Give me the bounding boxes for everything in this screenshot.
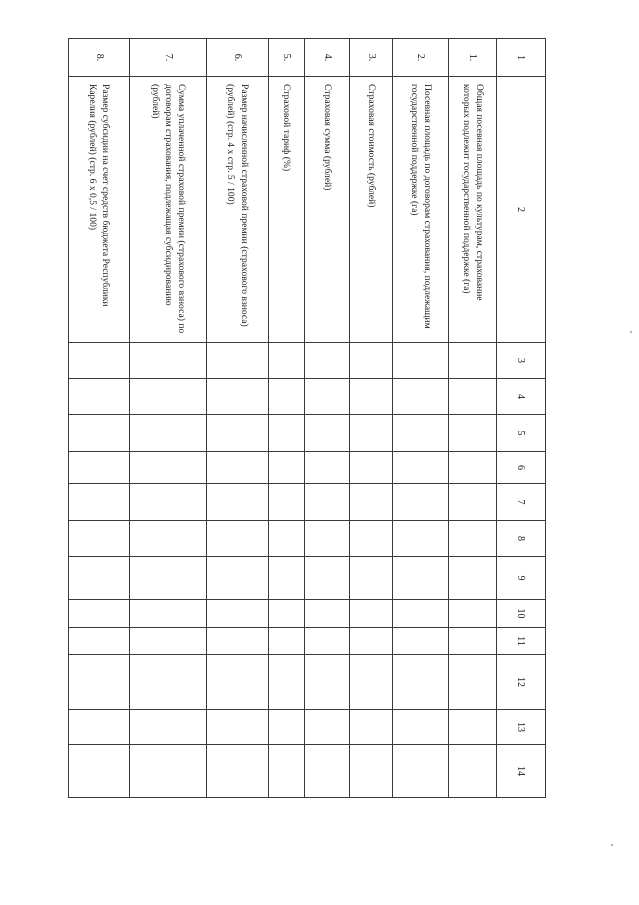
table-row [69,39,130,798]
header-cell-8: 8 [496,521,545,557]
data-cell [449,415,497,452]
data-cell [207,557,268,600]
header-cell-6: 6 [496,452,545,484]
scan-speck [611,844,613,846]
data-cell [349,710,392,745]
data-cell [305,415,350,452]
data-cell [393,710,449,745]
data-cell [305,628,350,655]
data-cell [69,484,130,521]
table-row [305,39,350,798]
data-cell [207,415,268,452]
data-cell [305,379,350,415]
data-cell [69,343,130,379]
row-label: Страховая сумма (рублей) [305,77,350,343]
data-cell [69,710,130,745]
data-cell [449,379,497,415]
data-cell [449,600,497,628]
data-cell [69,521,130,557]
data-cell [268,557,305,600]
table-row [393,39,449,798]
data-cell [305,557,350,600]
data-cell [130,745,207,798]
row-number: 7. [130,39,207,77]
data-cell [69,415,130,452]
data-cell [449,557,497,600]
data-cell [268,600,305,628]
data-cell [268,452,305,484]
data-cell [393,484,449,521]
data-cell [393,415,449,452]
row-number: 2. [393,39,449,77]
data-cell [349,379,392,415]
data-cell [349,745,392,798]
data-cell [268,655,305,710]
data-cell [69,745,130,798]
data-cell [305,484,350,521]
data-cell [349,628,392,655]
data-cell [130,710,207,745]
data-cell [305,745,350,798]
header-cell-7: 7 [496,484,545,521]
data-cell [268,415,305,452]
row-number: 1. [449,39,497,77]
rotated-table-area [68,38,546,797]
data-cell [349,415,392,452]
data-cell [207,628,268,655]
table-row [349,39,392,798]
header-cell-3: 3 [496,343,545,379]
data-cell [69,655,130,710]
data-cell [207,745,268,798]
row-label: Общая посевная площадь по культурам, страхование которых подлежит государственной поддержке (га) [449,77,497,343]
data-cell [130,521,207,557]
data-cell [69,379,130,415]
header-cell-5: 5 [496,415,545,452]
data-cell [393,745,449,798]
data-cell [130,628,207,655]
header-cell-13: 13 [496,710,545,745]
data-cell [268,745,305,798]
data-cell [349,655,392,710]
data-cell [207,379,268,415]
header-cell-12: 12 [496,655,545,710]
data-cell [449,521,497,557]
data-cell [130,484,207,521]
data-cell [130,415,207,452]
header-cell-14: 14 [496,745,545,798]
row-label: Страховой тариф (%) [268,77,305,343]
data-cell [268,379,305,415]
scan-speck [630,331,632,333]
data-cell [393,600,449,628]
data-cell [305,452,350,484]
data-cell [130,557,207,600]
data-cell [207,343,268,379]
data-cell [449,484,497,521]
data-cell [130,379,207,415]
row-label: Размер субсидии на счет средств бюджета Республики Карелия (рублей) (стр. 6 х 0,5 / 100) [69,77,130,343]
data-cell [349,600,392,628]
row-label: Посевная площадь по договорам страхования, подлежащим государственной поддержке (га) [393,77,449,343]
data-cell [69,557,130,600]
row-label: Страховая стоимость (рублей) [349,77,392,343]
row-label: Размер начисленной страховой премии (страхового взноса) (рублей) (стр. 4 х стр. 5 / 100) [207,77,268,343]
header-cell-4: 4 [496,379,545,415]
data-cell [207,655,268,710]
data-cell [268,343,305,379]
row-number: 4. [305,39,350,77]
header-cell-9: 9 [496,557,545,600]
row-number: 6. [207,39,268,77]
subsidy-calculation-table [68,38,546,798]
data-cell [268,710,305,745]
data-cell [305,521,350,557]
data-cell [69,452,130,484]
data-cell [449,745,497,798]
data-cell [349,452,392,484]
table-row [130,39,207,798]
data-cell [207,452,268,484]
row-number: 3. [349,39,392,77]
data-cell [393,557,449,600]
data-cell [130,343,207,379]
header-row [496,39,545,798]
table-row [268,39,305,798]
row-number: 5. [268,39,305,77]
header-cell-1: 1 [496,39,545,77]
data-cell [130,452,207,484]
data-cell [305,655,350,710]
data-cell [393,655,449,710]
data-cell [305,343,350,379]
table-row [449,39,497,798]
data-cell [449,343,497,379]
data-cell [305,600,350,628]
data-cell [393,379,449,415]
header-cell-11: 11 [496,628,545,655]
data-cell [349,521,392,557]
data-cell [449,628,497,655]
data-cell [305,710,350,745]
data-cell [69,628,130,655]
row-label: Сумма уплаченной страховой премии (страхового взноса) по договорам страхования, подлежащая субсидированию (рублей) [130,77,207,343]
data-cell [207,521,268,557]
data-cell [349,557,392,600]
data-cell [349,484,392,521]
row-number: 8. [69,39,130,77]
data-cell [130,600,207,628]
data-cell [393,343,449,379]
data-cell [207,710,268,745]
data-cell [393,452,449,484]
header-cell-2: 2 [496,77,545,343]
data-cell [393,628,449,655]
data-cell [349,343,392,379]
data-cell [268,484,305,521]
data-cell [449,710,497,745]
data-cell [130,655,207,710]
data-cell [449,452,497,484]
data-cell [207,484,268,521]
data-cell [69,600,130,628]
table-row [207,39,268,798]
data-cell [207,600,268,628]
data-cell [393,521,449,557]
data-cell [268,628,305,655]
data-cell [449,655,497,710]
header-cell-10: 10 [496,600,545,628]
data-cell [268,521,305,557]
